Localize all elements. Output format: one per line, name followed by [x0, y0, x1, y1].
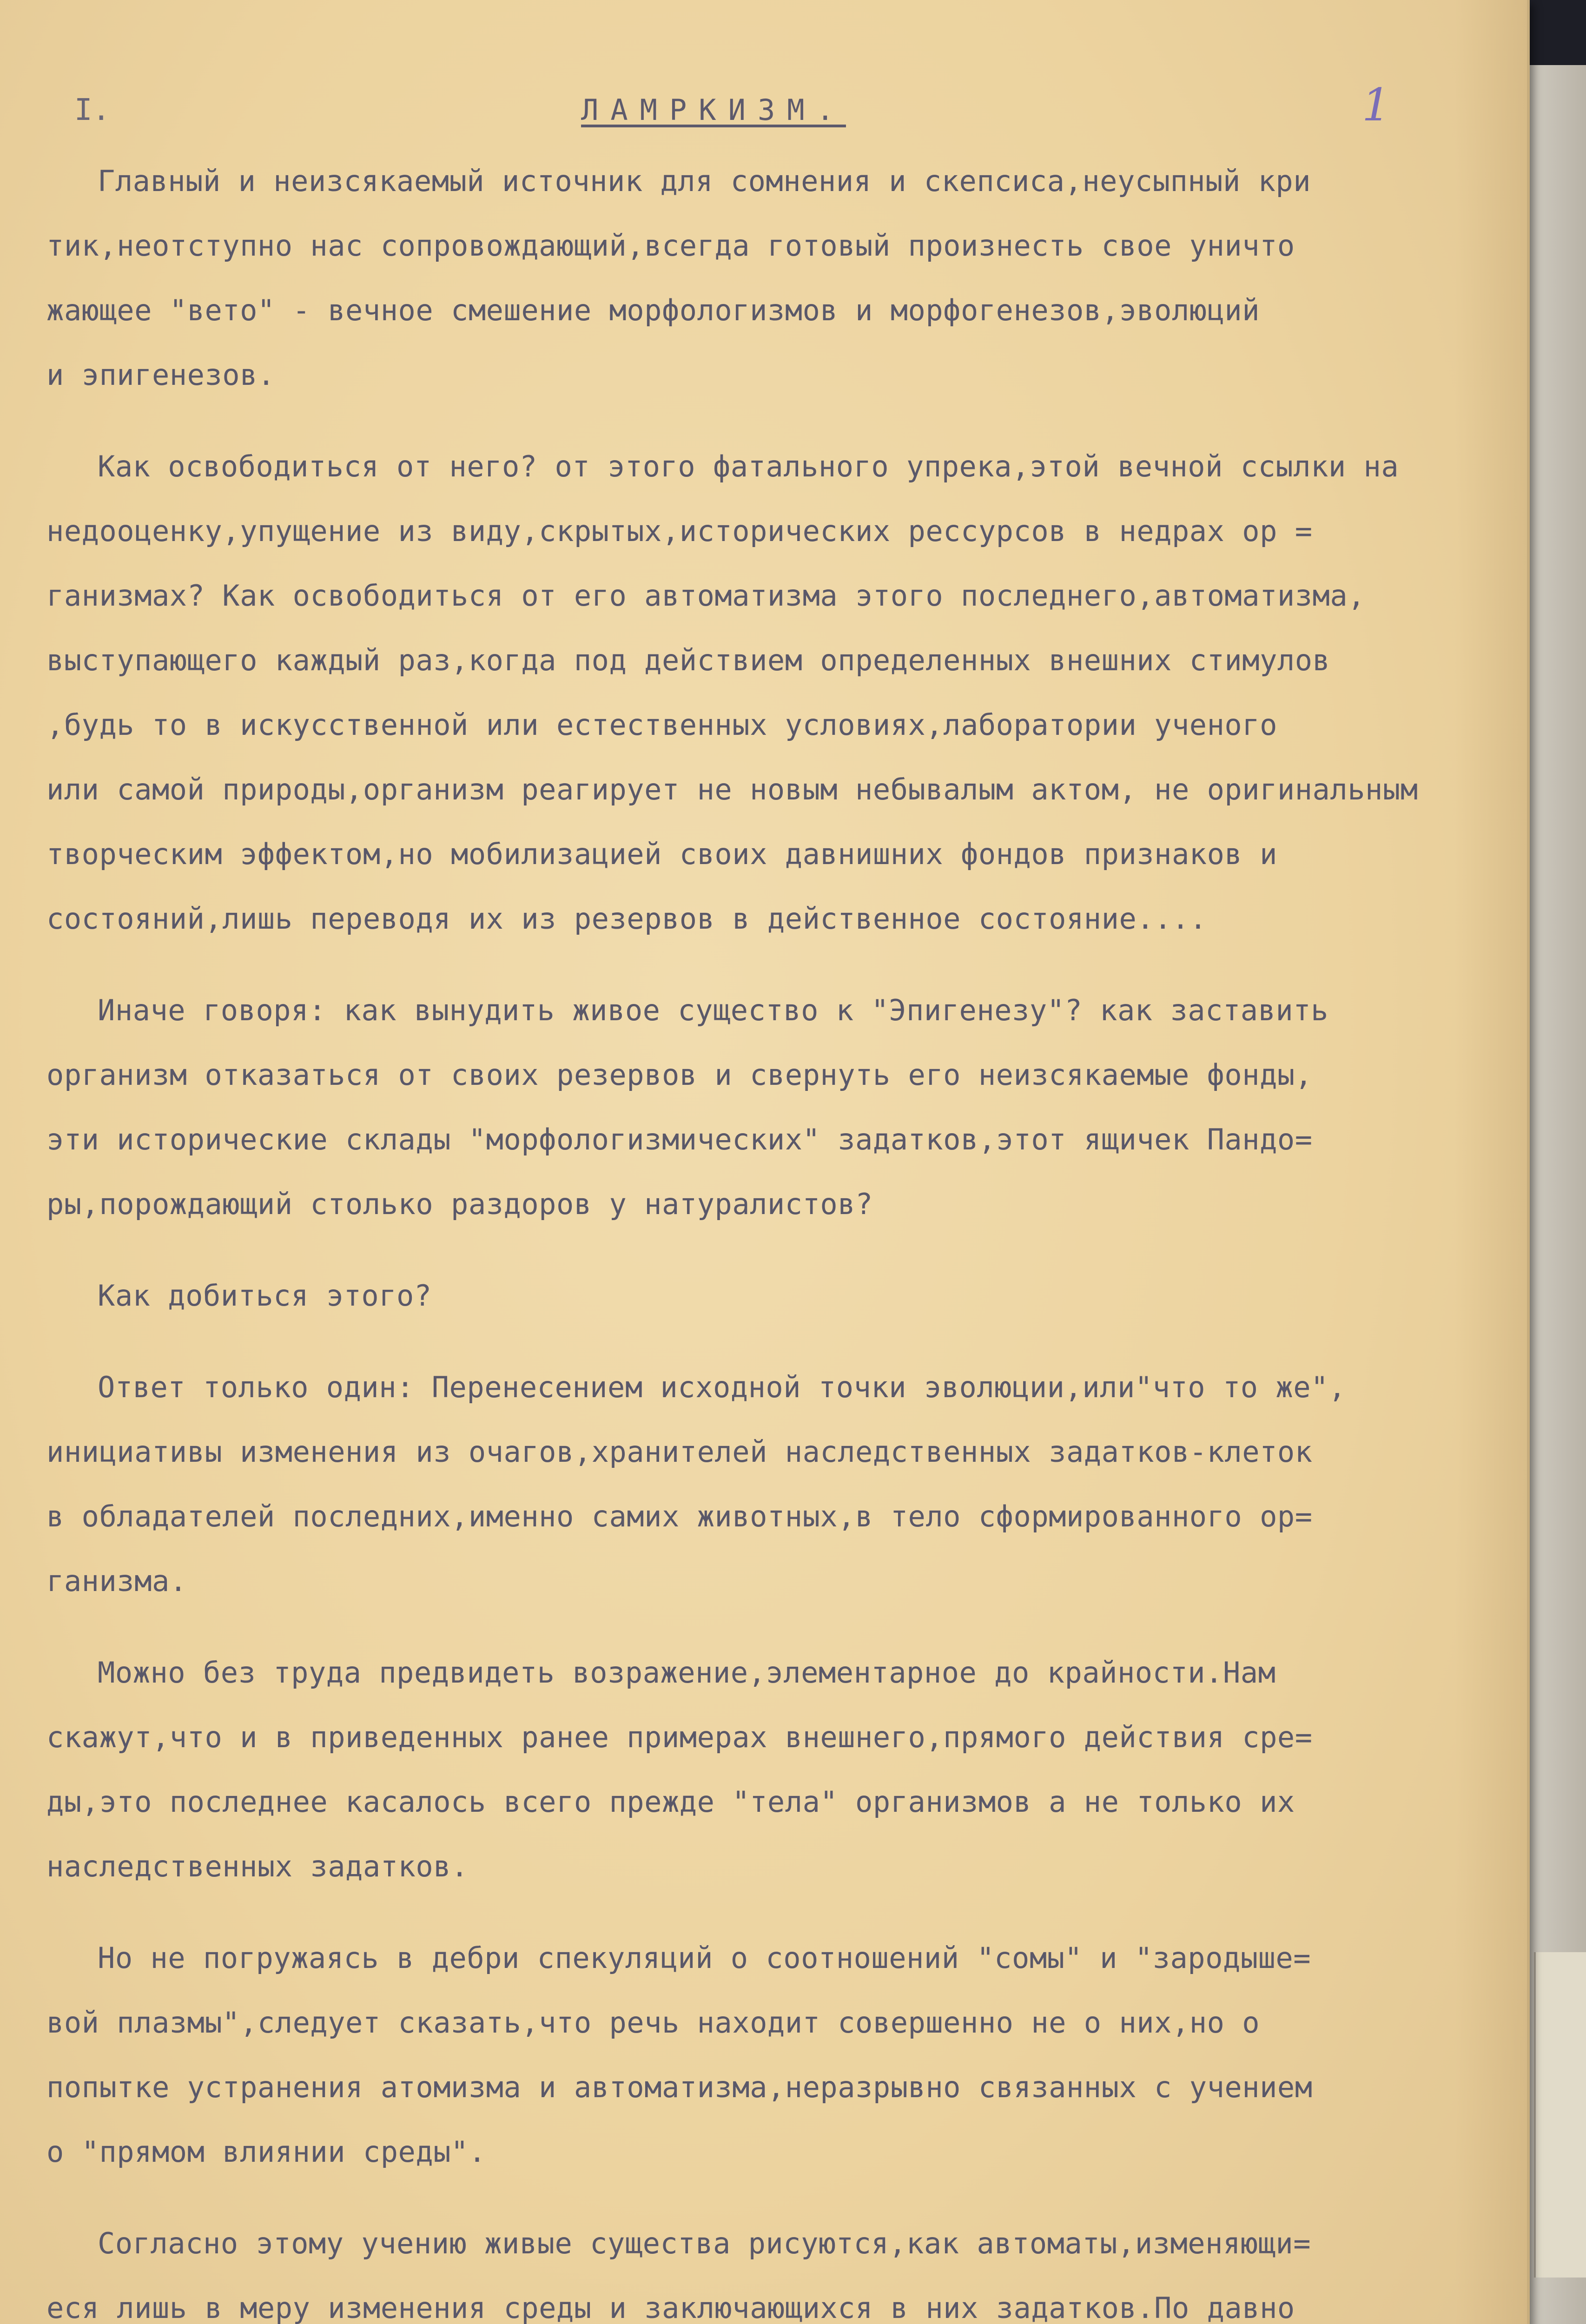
paragraph-5: [46, 1355, 1478, 1613]
text-line: в обладателей последних,именно самих животных,в тело сформированного ор=: [46, 1499, 1313, 1533]
text-line: Как добиться этого?: [98, 1279, 432, 1313]
page-number-typed: I.: [74, 93, 111, 127]
text-line: попытке устранения атомизма и автоматизма,неразрывно связанных с учением: [46, 2070, 1313, 2104]
text-line: вой плазмы",следует сказать,что речь находит совершенно не о них,но о: [46, 2006, 1260, 2040]
text-line: тик,неотступно нас сопровождающий,всегда готовый произнесть свое уничто: [46, 229, 1295, 263]
document-body: [46, 79, 1478, 2324]
header-row: [46, 79, 1478, 149]
text-line: скажут,что и в приведенных ранее примерах внешнего,прямого действия сре=: [46, 1720, 1313, 1754]
text-line: творческим эффектом,но мобилизацией своих давнишних фондов признаков и: [46, 837, 1277, 871]
text-line: ры,порождающий столько раздоров у натуралистов?: [46, 1187, 873, 1221]
paragraph-1: [46, 149, 1478, 407]
text-line: инициативы изменения из очагов,хранителей наследственных задатков-клеток: [46, 1435, 1313, 1469]
text-line: Согласно этому учению живые существа рисуются,как автоматы,изменяющи=: [98, 2226, 1311, 2260]
paragraph-2: [46, 434, 1478, 951]
text-line: ,будь то в искусственной или естественных условиях,лаборатории ученого: [46, 708, 1277, 742]
text-line: Но не погружаясь в дебри спекуляций о соотношений "сомы" и "зародыше=: [98, 1941, 1311, 1975]
back-sheet-fold: [1534, 1952, 1586, 2278]
text-line: Главный и неизсякаемый источник для сомнения и скепсиса,неусыпный кри: [98, 164, 1311, 198]
text-line: Иначе говоря: как вынудить живое существо к "Эпигенезу"? как заставить: [98, 993, 1328, 1027]
text-line: и эпигенезов.: [46, 358, 275, 392]
text-line: или самой природы,организм реагирует не новым небывалым актом, не оригинальным: [46, 772, 1418, 806]
text-line: о "прямом влиянии среды".: [46, 2135, 486, 2169]
paragraph-6: [46, 1640, 1478, 1899]
text-line: эти исторические склады "морфологизмических" задатков,этот ящичек Пандо=: [46, 1122, 1313, 1156]
text-line: ды,это последнее касалось всего прежде "тела" организмов а не только их: [46, 1785, 1295, 1819]
document-title: ЛАМРКИЗМ.: [581, 93, 846, 127]
page-number-handwritten: 1: [1362, 79, 1391, 131]
text-line: недооценку,упущение из виду,скрытых,исторических рессурсов в недрах ор =: [46, 514, 1313, 548]
paragraph-4: [46, 1263, 1478, 1328]
text-line: выступающего каждый раз,когда под действием определенных внешних стимулов: [46, 643, 1330, 677]
text-line: состояний,лишь переводя их из резервов в действенное состояние....: [46, 902, 1207, 936]
text-line: еся лишь в меру изменения среды и заключающихся в них задатков.По давно: [46, 2291, 1295, 2324]
paragraph-7: [46, 1926, 1478, 2184]
paragraph-8: [46, 2211, 1478, 2324]
text-line: ганизмах? Как освободиться от его автоматизма этого последнего,автоматизма,: [46, 579, 1366, 613]
text-line: жающее "вето" - вечное смешение морфологизмов и морфогенезов,эволюций: [46, 293, 1260, 327]
text-line: наследственных задатков.: [46, 1849, 469, 1883]
text-line: ганизма.: [46, 1564, 187, 1598]
paragraph-3: [46, 978, 1478, 1236]
text-line: Ответ только один: Перенесением исходной точки эволюции,или"что то же",: [98, 1370, 1346, 1404]
paragraphs: [46, 149, 1478, 2324]
text-line: организм отказаться от своих резервов и свернуть его неизсякаемые фонды,: [46, 1058, 1313, 1092]
text-line: Как освободиться от него? от этого фатального упрека,этой вечной ссылки на: [98, 449, 1399, 483]
text-line: Можно без труда предвидеть возражение,элементарное до крайности.Нам: [98, 1656, 1276, 1690]
